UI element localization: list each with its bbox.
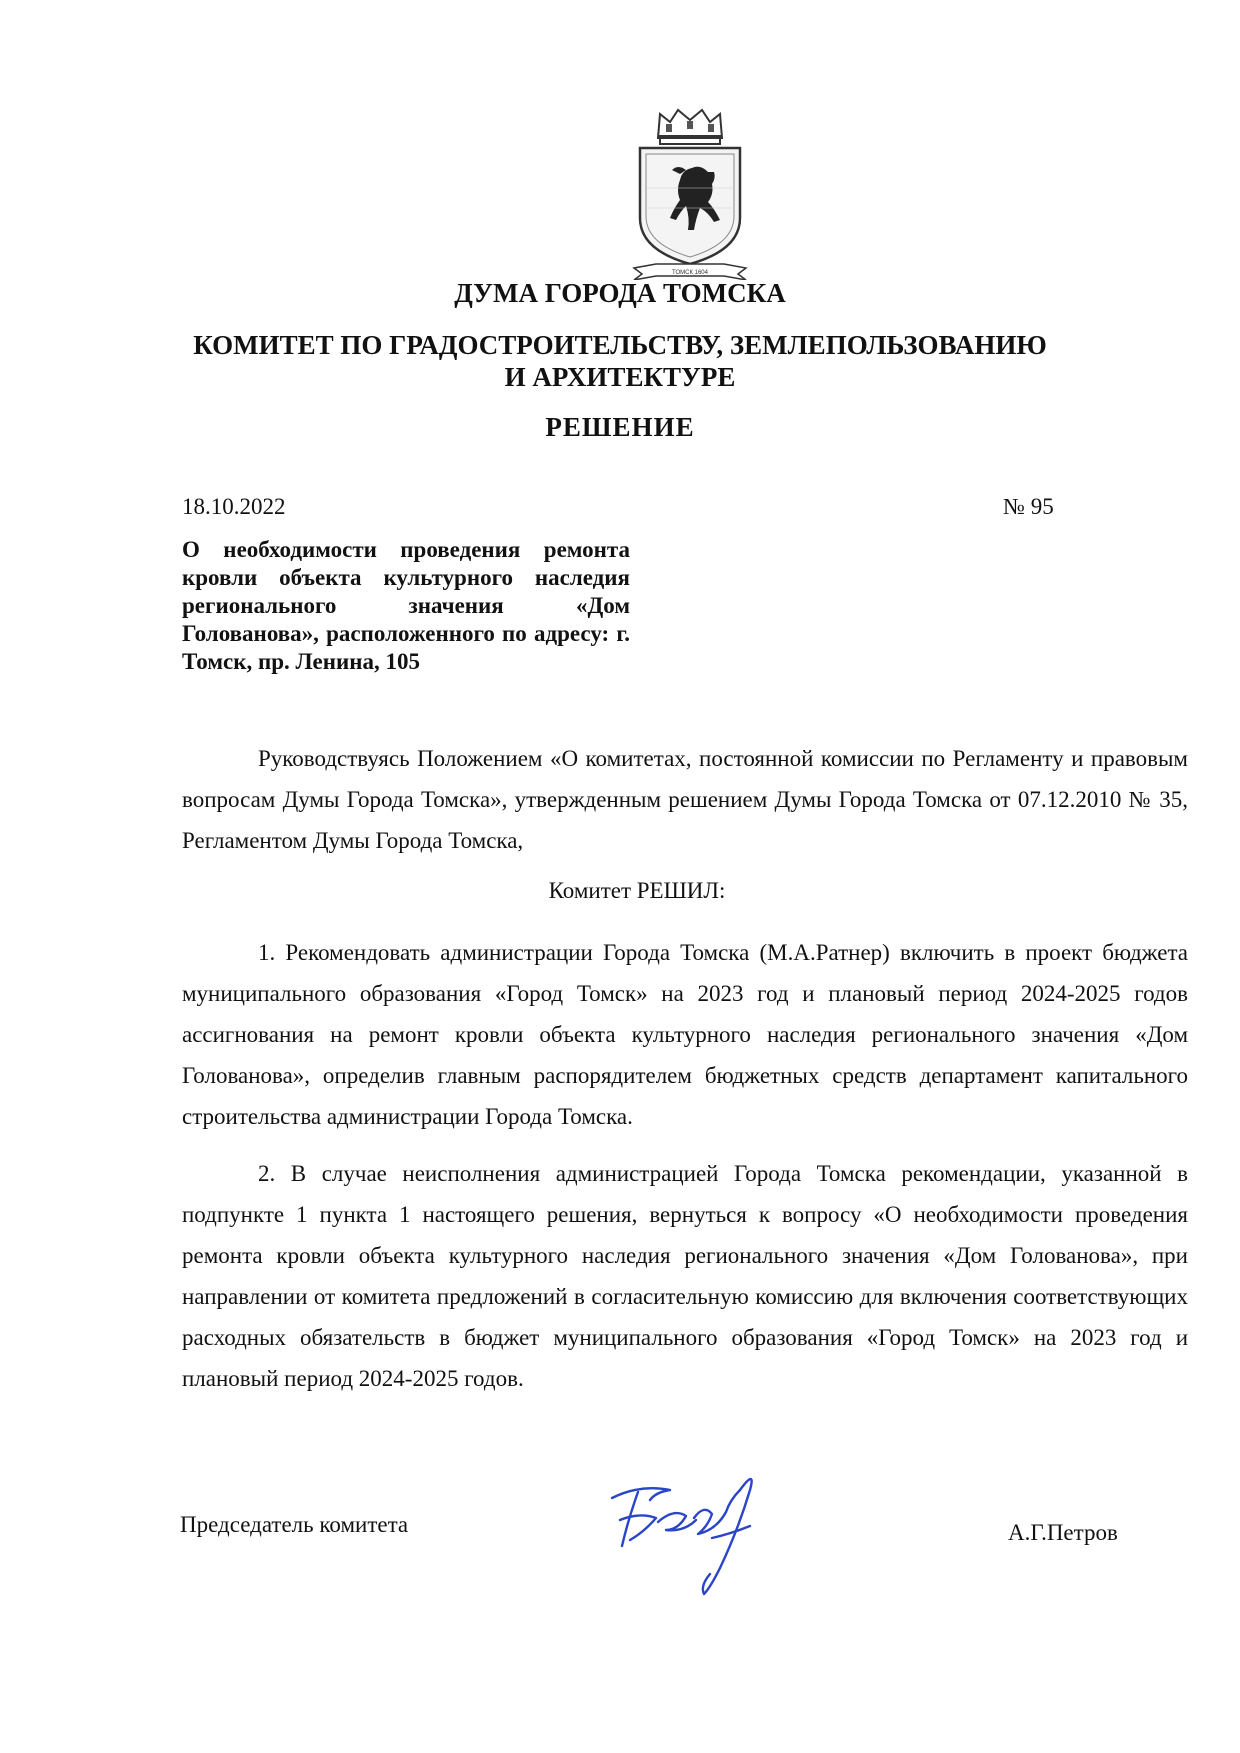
coat-of-arms-icon [630,108,750,280]
decision-heading: Комитет РЕШИЛ: [548,878,726,903]
document-subject: О необходимости проведения ремонта кровли объекта культурного наследия регионального значения «Дом Голованова», расположенного по адресу: г. Томск, пр. Ленина, 105 [182,537,630,674]
committee-title [0,330,1240,394]
signatory-name: А.Г.Петров [1008,1520,1118,1545]
intro-paragraph: Руководствуясь Положением «О комитетах, постоянной комиссии по Регламенту и правовым вопросам Думы Города Томска», утвержденным решением Думы Города Томска от 07.12.2010 № 35, Регламентом Думы Города Томска, [182,746,1188,853]
document-date: 18.10.2022 [182,494,286,519]
handwritten-signature [600,1460,780,1600]
decision-item-2: 2. В случае неисполнения администрацией Города Томска рекомендации, указанной в подпункте 1 пункта 1 настоящего решения, вернуться к вопросу «О необходимости проведения ремонта кровли объекта культурного наследия регионального значения «Дом Голованова», при направлении от комитета предложений в согласительную комиссию для включения соответствующих расходных обязательств в бюджет муниципального образования «Город Томск» на 2023 год и плановый период 2024-2025 годов. [182,1161,1188,1391]
signatory-title: Председатель комитета [180,1512,409,1537]
committee-title-line2: И АРХИТЕКТУРЕ [504,361,736,392]
document-type: РЕШЕНИЕ [545,412,695,442]
svg-text:ТОМСК 1604: ТОМСК 1604 [672,270,708,276]
decision-item-1: 1. Рекомендовать администрации Города Томска (М.А.Ратнер) включить в проект бюджета муниципального образования «Город Томск» на 2023 год и плановый период 2024-2025 годов ассигнования на ремонт кровли объекта культурного наследия регионального значения «Дом Голованова», определив главным распорядителем бюджетных средств департамент капитального строительства администрации Города Томска. [182,940,1188,1129]
organization-title: ДУМА ГОРОДА ТОМСКА [454,278,786,308]
committee-title-line1: КОМИТЕТ ПО ГРАДОСТРОИТЕЛЬСТВУ, ЗЕМЛЕПОЛЬЗОВАНИЮ [193,330,1047,360]
document-number: № 95 [1003,494,1054,519]
